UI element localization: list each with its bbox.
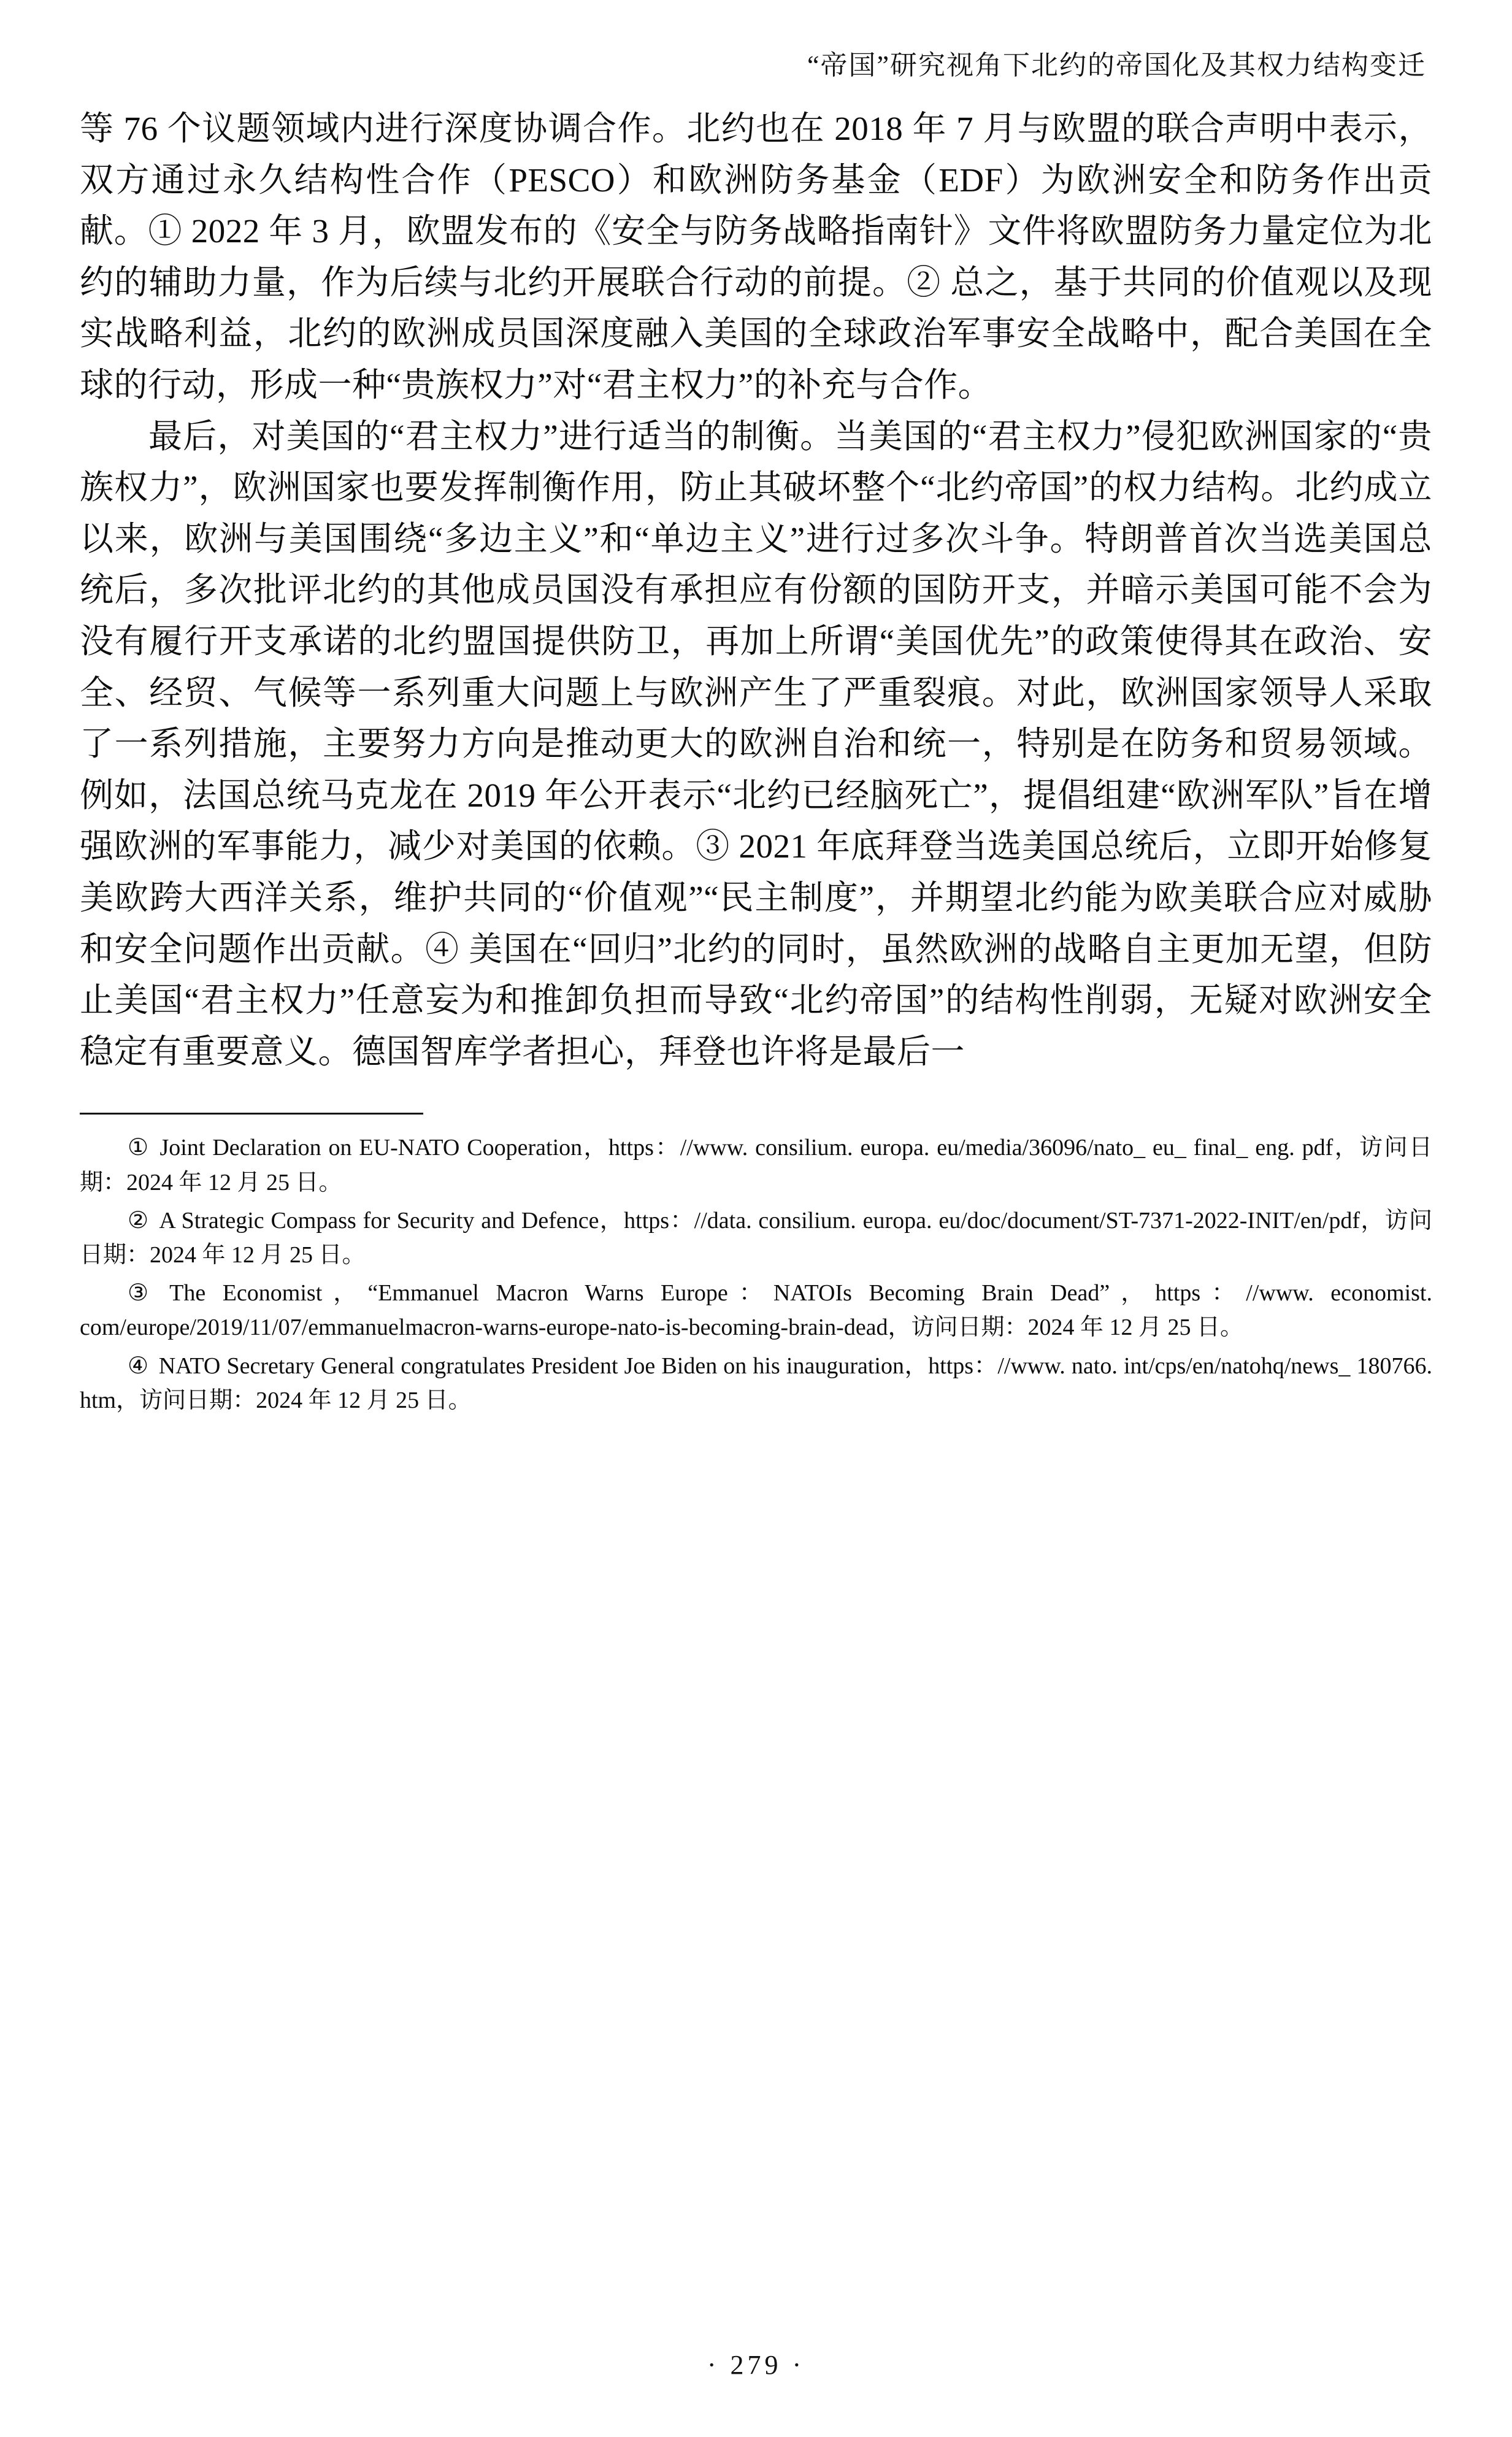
footnote-text: NATO Secretary General congratulates President Joe Biden on his inauguration，https：//www. nato. int/cps/en/natohq/news_ 180766. htm，访问日期：2024 年 12 月 25 日。	[80, 1353, 1432, 1413]
footnote-marker: ④	[128, 1353, 149, 1379]
paragraph: 等 76 个议题领域内进行深度协调合作。北约也在 2018 年 7 月与欧盟的联合声明中表示，双方通过永久结构性合作（PESCO）和欧洲防务基金（EDF）为欧洲安全和防务作出贡献。① 2022 年 3 月，欧盟发布的《安全与防务战略指南针》文件将欧盟防务力量定位为北约的辅助力量，作为后续与北约开展联合行动的前提。② 总之，基于共同的价值观以及现实战略利益，北约的欧洲成员国深度融入美国的全球政治军事安全战略中，配合美国在全球的行动，形成一种“贵族权力”对“君主权力”的补充与合作。	[80, 110, 1432, 404]
paragraph: 最后，对美国的“君主权力”进行适当的制衡。当美国的“君主权力”侵犯欧洲国家的“贵族权力”，欧洲国家也要发挥制衡作用，防止其破坏整个“北约帝国”的权力结构。北约成立以来，欧洲与美国围绕“多边主义”和“单边主义”进行过多次斗争。特朗普首次当选美国总统后，多次批评北约的其他成员国没有承担应有份额的国防开支，并暗示美国可能不会为没有履行开支承诺的北约盟国提供防卫，再加上所谓“美国优先”的政策使得其在政治、安全、经贸、气候等一系列重大问题上与欧洲产生了严重裂痕。对此，欧洲国家领导人采取了一系列措施，主要努力方向是推动更大的欧洲自治和统一，特别是在防务和贸易领域。例如，法国总统马克龙在 2019 年公开表示“北约已经脑死亡”，提倡组建“欧洲军队”旨在增强欧洲的军事能力，减少对美国的依赖。③ 2021 年底拜登当选美国总统后，立即开始修复美欧跨大西洋关系，维护共同的“价值观”“民主制度”，并期望北约能为欧美联合应对威胁和安全问题作出贡献。④ 美国在“回归”北约的同时，虽然欧洲的战略自主更加无望，但防止美国“君主权力”任意妄为和推卸负担而导致“北约帝国”的结构性削弱，无疑对欧洲安全稳定有重要意义。德国智库学者担心，拜登也许将是最后一	[80, 417, 1432, 1070]
body-text	[80, 103, 1432, 1077]
footnote-item	[80, 1203, 1432, 1272]
footnote-item	[80, 1276, 1432, 1345]
footnote-marker: ②	[128, 1207, 150, 1234]
footnote-separator-rule	[80, 1113, 423, 1115]
footnote-item	[80, 1349, 1432, 1418]
footnote-text: The Economist，“Emmanuel Macron Warns Europe：NATOIs Becoming Brain Dead”，https：//www. economist. com/europe/2019/11/07/emmanuelmacron-warns-europe-nato-is-becoming-brain-dead，访问日期：2024 年 12 月 25 日。	[80, 1280, 1432, 1341]
footnote-text: A Strategic Compass for Security and Defence，https：//data. consilium. europa. eu/doc/document/ST-7371-2022-INIT/en/pdf，访问日期：2024 年 12 月 25 日。	[80, 1207, 1432, 1268]
footnote-marker: ①	[128, 1135, 150, 1161]
page-number: · 279 ·	[707, 2350, 805, 2380]
footnote-item	[80, 1130, 1432, 1199]
footnote-list	[80, 1130, 1432, 1418]
running-header: “帝国”研究视角下北约的帝国化及其权力结构变迁	[807, 50, 1426, 80]
footnote-text: Joint Declaration on EU-NATO Cooperation，https：//www. consilium. europa. eu/media/36096/nato_ eu_ final_ eng. pdf，访问日期：2024 年 12 月 25 日。	[80, 1135, 1432, 1195]
footnote-marker: ③	[128, 1280, 160, 1307]
